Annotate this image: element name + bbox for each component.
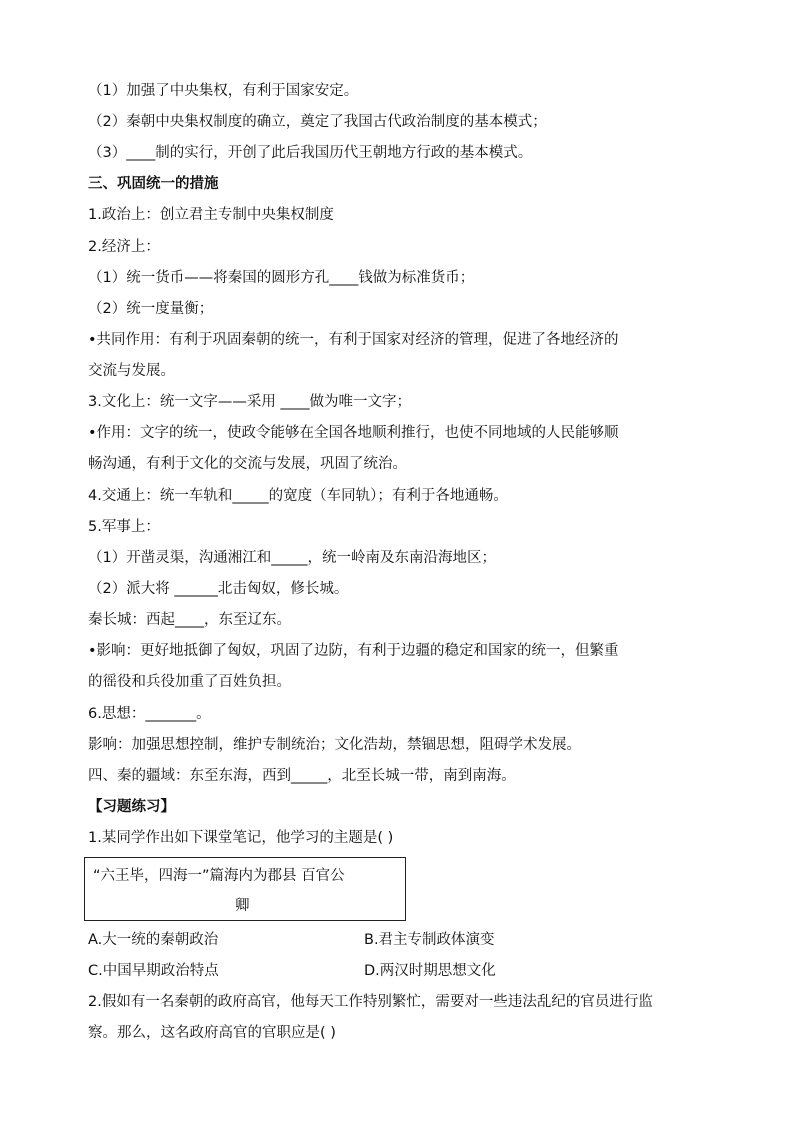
text-line: 3.文化上：统一文字——采用 ____做为唯一文字； [88,394,411,410]
text-line: （2）秦朝中央集权制度的确立，奠定了我国古代政治制度的基本模式； [88,114,547,130]
text-line: 交流与发展。 [88,363,175,379]
text-line: •共同作用：有利于巩固秦朝的统一，有利于国家对经济的管理，促进了各地经济的 [88,332,619,348]
text-line: （1）加强了中央集权，有利于国家安定。 [88,83,359,99]
text-line: 四、秦的疆域：东至东海，西到_____，北至长城一带，南到南海。 [88,768,516,784]
exercise-heading: 【习题练习】 [88,799,175,815]
question-2: 2.假如有一名秦朝的政府高官，他每天工作特别繁忙，需要对一些违法乱纪的官员进行监 [88,994,653,1010]
option-c: C.中国早期政治特点 [88,963,219,979]
note-box-line: 卿 [235,898,250,914]
text-line: 2.经济上： [88,239,160,255]
text-line: 秦长城：西起____，东至辽东。 [88,612,291,628]
note-box-line: “六王毕，四海一”篇海内为郡县 百官公 [93,868,345,884]
text-line: 4.交通上：统一车轨和_____的宽度（车同轨）；有利于各地通畅。 [88,488,508,504]
text-line: 影响：加强思想控制，维护专制统治；文化浩劫，禁锢思想，阻碍学术发展。 [88,737,581,753]
text-line: 的徭役和兵役加重了百姓负担。 [88,674,291,690]
text-line: 1.政治上：创立君主专制中央集权制度 [88,207,334,223]
text-line: （2）统一度量衡； [88,301,214,317]
section-heading: 三、巩固统一的措施 [88,176,219,192]
question-1: 1.某同学作出如下课堂笔记，他学习的主题是( ) [88,830,394,846]
text-line: （1）统一货币——将秦国的圆形方孔____钱做为标准货币； [88,270,475,286]
text-line: （2）派大将 ______北击匈奴，修长城。 [88,581,349,597]
text-line: （3）____制的实行，开创了此后我国历代王朝地方行政的基本模式。 [88,145,533,161]
note-box [84,857,406,921]
text-line: 6.思想：_______。 [88,706,211,722]
option-d: D.两汉时期思想文化 [364,963,496,979]
text-line: 畅沟通，有利于文化的交流与发展，巩固了统治。 [88,456,407,472]
question-2-cont: 察。那么，这名政府高官的官职应是( ) [88,1025,336,1041]
option-a: A.大一统的秦朝政治 [88,932,219,948]
text-line: 5.军事上： [88,519,160,535]
text-line: •影响：更好地抵御了匈奴，巩固了边防，有利于边疆的稳定和国家的统一，但繁重 [88,643,619,659]
text-line: •作用：文字的统一，使政令能够在全国各地顺利推行，也使不同地域的人民能够顺 [88,425,619,441]
text-line: （1）开凿灵渠，沟通湘江和_____，统一岭南及东南沿海地区； [88,550,496,566]
option-b: B.君主专制政体演变 [364,932,495,948]
